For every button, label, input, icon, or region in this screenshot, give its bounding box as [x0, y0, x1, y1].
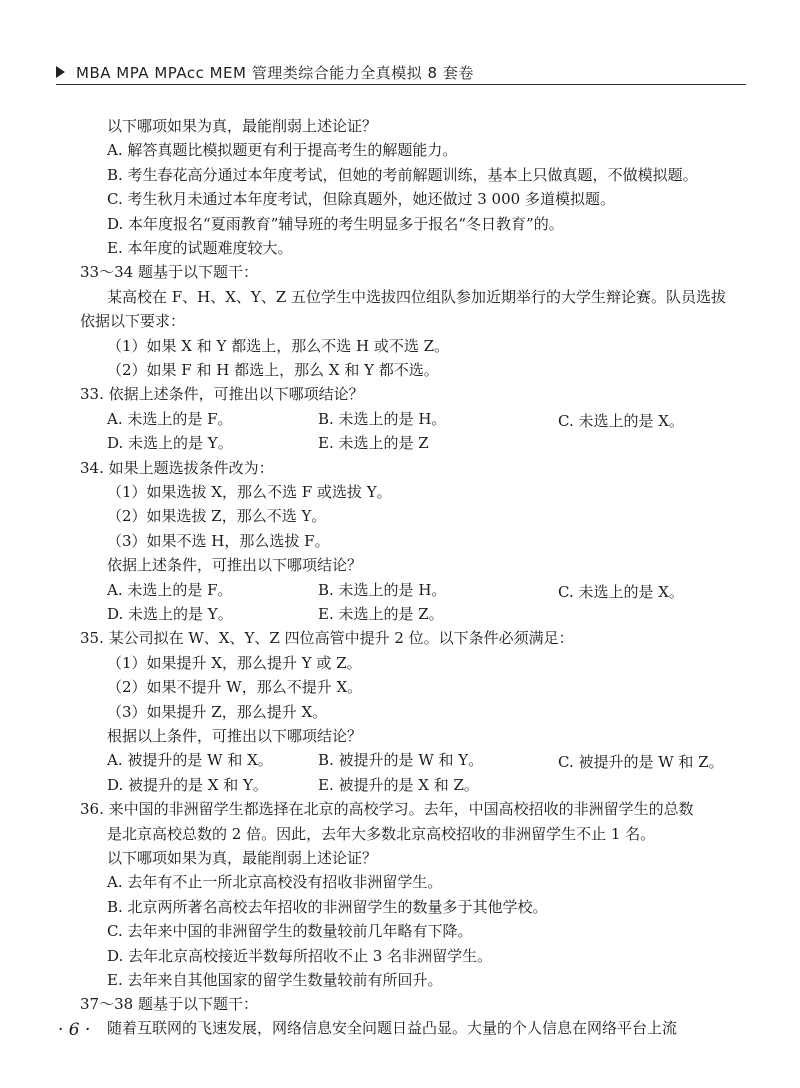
running-header	[56, 58, 746, 85]
q32-option-d: D. 本年度报名“夏雨教育”辅导班的考生明显多于报名“冬日教育”的。	[107, 215, 564, 233]
q35-condition-3: （3）如果提升 Z，那么提升 X。	[107, 703, 328, 721]
group-33-34-stem-2: 依据以下要求：	[80, 312, 186, 330]
q33-option-a: A. 未选上的是 F。	[107, 410, 233, 428]
q34-condition-1: （1）如果选拔 X，那么不选 F 或选拔 Y。	[107, 483, 392, 501]
q33-option-e: E. 未选上的是 Z	[318, 434, 429, 452]
q36-option-e: E. 去年来自其他国家的留学生数量较前有所回升。	[107, 971, 443, 989]
q32-option-a: A. 解答真题比模拟题更有利于提高考生的解题能力。	[107, 141, 458, 159]
q35-question: 根据以上条件，可推出以下哪项结论？	[107, 727, 363, 745]
q34-condition-2: （2）如果选拔 Z，那么不选 Y。	[107, 507, 327, 525]
q34-option-c: C. 未选上的是 X。	[558, 583, 684, 601]
q36-question: 以下哪项如果为真，最能削弱上述论证？	[107, 849, 378, 867]
q32-option-b: B. 考生春花高分通过本年度考试，但她的考前解题训练，基本上只做真题，不做模拟题。	[107, 166, 698, 184]
q34-condition-3: （3）如果不选 H，那么选拔 F。	[107, 532, 330, 550]
q35-option-e: E. 被提升的是 X 和 Z。	[318, 776, 479, 794]
q35-option-a: A. 被提升的是 W 和 X。	[107, 751, 273, 769]
q36-option-d: D. 去年北京高校接近半数每所招收不止 3 名非洲留学生。	[107, 947, 493, 965]
q35-option-b: B. 被提升的是 W 和 Y。	[318, 751, 484, 769]
q34-option-e: E. 未选上的是 Z。	[318, 605, 444, 623]
group-33-34-heading: 33～34 题基于以下题干：	[80, 263, 258, 281]
q36-option-c: C. 去年来中国的非洲留学生的数量较前几年略有下降。	[107, 922, 473, 940]
group-33-34-condition-2: （2）如果 F 和 H 都选上，那么 X 和 Y 都不选。	[107, 361, 439, 379]
q33-option-d: D. 未选上的是 Y。	[107, 434, 233, 452]
q35-stem: 35. 某公司拟在 W、X、Y、Z 四位高管中提升 2 位。以下条件必须满足：	[80, 629, 574, 647]
q33-option-b: B. 未选上的是 H。	[318, 410, 447, 428]
q34-option-d: D. 未选上的是 Y。	[107, 605, 233, 623]
triangle-marker-icon	[56, 66, 65, 78]
group-33-34-condition-1: （1）如果 X 和 Y 都选上，那么不选 H 或不选 Z。	[107, 337, 450, 355]
q36-option-a: A. 去年有不止一所北京高校没有招收非洲留学生。	[107, 873, 443, 891]
q33-stem: 33. 依据上述条件，可推出以下哪项结论？	[80, 385, 364, 403]
q34-option-b: B. 未选上的是 H。	[318, 581, 447, 599]
page-number: · 6 ·	[58, 1020, 91, 1040]
header-title: MBA MPA MPAcc MEM 管理类综合能力全真模拟 8 套卷	[76, 64, 474, 82]
q34-question: 依据上述条件，可推出以下哪项结论？	[107, 556, 363, 574]
q35-option-c: C. 被提升的是 W 和 Z。	[558, 753, 724, 771]
q32-option-e: E. 本年度的试题难度较大。	[107, 239, 293, 257]
group-33-34-stem-1: 某高校在 F、H、X、Y、Z 五位学生中选拔四位组队参加近期举行的大学生辩论赛。队员选拔	[107, 288, 727, 306]
group-37-38-heading: 37～38 题基于以下题干：	[80, 995, 258, 1013]
q36-option-b: B. 北京两所著名高校去年招收的非洲留学生的数量多于其他学校。	[107, 898, 548, 916]
q34-option-a: A. 未选上的是 F。	[107, 581, 233, 599]
q32-prompt: 以下哪项如果为真，最能削弱上述论证？	[107, 117, 378, 135]
q36-stem-1: 36. 来中国的非洲留学生都选择在北京的高校学习。去年，中国高校招收的非洲留学生的总数	[80, 800, 694, 818]
q33-option-c: C. 未选上的是 X。	[558, 412, 684, 430]
q34-stem: 34. 如果上题选拔条件改为：	[80, 459, 274, 477]
q35-option-d: D. 被提升的是 X 和 Y。	[107, 776, 268, 794]
q36-stem-2: 是北京高校总数的 2 倍。因此，去年大多数北京高校招收的非洲留学生不止 1 名。	[107, 825, 656, 843]
q32-option-c: C. 考生秋月未通过本年度考试，但除真题外，她还做过 3 000 多道模拟题。	[107, 190, 615, 208]
q35-condition-2: （2）如果不提升 W，那么不提升 X。	[107, 678, 363, 696]
q35-condition-1: （1）如果提升 X，那么提升 Y 或 Z。	[107, 654, 362, 672]
group-37-38-stem-1: 随着互联网的飞速发展，网络信息安全问题日益凸显。大量的个人信息在网络平台上流	[107, 1019, 678, 1037]
